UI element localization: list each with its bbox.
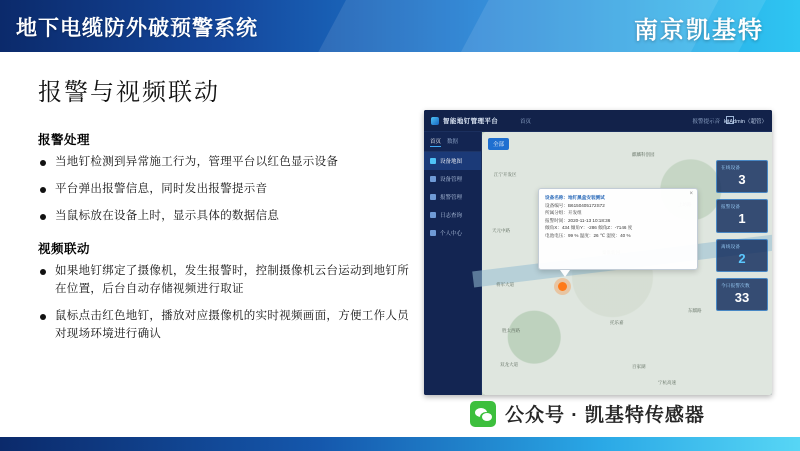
- app-title: 智能地钉管理平台: [443, 118, 499, 125]
- bottom-accent-bar: [0, 437, 800, 451]
- stat-card-title: 在线设备: [721, 165, 741, 170]
- app-topbar: [424, 110, 772, 132]
- stat-card-value: 2: [738, 250, 746, 266]
- sidebar-item-alarm-manage[interactable]: [424, 188, 481, 206]
- popup-row-device-id: 设备编号：B6150405172S72: [545, 202, 605, 208]
- header-title: 地下电缆防外破预警系统: [16, 17, 258, 40]
- tab-data[interactable]: 数据: [447, 139, 459, 145]
- content-column: [38, 130, 410, 353]
- alarm-device-marker[interactable]: [558, 282, 567, 291]
- tab-home[interactable]: 首页: [430, 139, 442, 145]
- stat-card-title: 离线设备: [721, 243, 741, 249]
- popup-row-battery: 电池电压：99 % 温度：26 ℃ 湿度：40 %: [545, 232, 631, 238]
- map-label: 东麒路: [688, 308, 702, 313]
- popup-pointer: [560, 270, 570, 277]
- sidebar-tabs: [424, 132, 481, 152]
- stat-card-value: 3: [738, 172, 746, 187]
- bullet-list-alarm: [38, 154, 410, 225]
- sidebar-item-device-map[interactable]: [424, 152, 481, 170]
- map-icon: [430, 158, 436, 164]
- section-heading-alarm: 报警处理: [38, 133, 91, 147]
- list-icon: [430, 212, 436, 218]
- list-item: 当鼠标放在设备上时，显示具体的数据信息: [38, 208, 410, 226]
- alarm-sound-toggle-label[interactable]: 报警提示音: [692, 119, 720, 125]
- stat-card-offline[interactable]: [716, 239, 768, 272]
- page-title: 报警与视频联动: [38, 79, 220, 106]
- map-label: 将军大道: [496, 282, 514, 287]
- popup-row-group: 所属分组：开发组: [545, 210, 582, 216]
- map-label: 胜太西路: [502, 328, 520, 333]
- stat-card-online[interactable]: [716, 160, 768, 193]
- close-icon[interactable]: ×: [689, 191, 693, 197]
- app-sidebar: [424, 132, 482, 395]
- list-item: 平台弹出报警信息，同时发出报警提示音: [38, 181, 410, 199]
- stat-card-list: [716, 160, 768, 311]
- map-label: 宁杭高速: [658, 380, 676, 385]
- map-label: 百家湖: [632, 364, 646, 369]
- map-label: 麒麟科创园: [632, 152, 655, 157]
- stat-card-title: 今日报警次数: [721, 282, 750, 288]
- stat-card-value: 33: [734, 289, 750, 305]
- sidebar-item-device-manage[interactable]: [424, 170, 481, 188]
- sidebar-item-label: 个人中心: [440, 231, 463, 237]
- popup-row-angles: 倾角X：434 倾角Y：-286 倾角Z：-7146 度: [545, 225, 633, 231]
- map-label: 双龙大道: [500, 362, 518, 367]
- stat-card-today-alarms[interactable]: [716, 278, 768, 311]
- sidebar-item-log-query[interactable]: [424, 206, 481, 224]
- section-heading-video: 视频联动: [38, 242, 91, 257]
- slide-header: [0, 0, 800, 52]
- map-label: 托乐嘉: [610, 320, 624, 325]
- app-menu-home[interactable]: 首页: [520, 119, 532, 125]
- bell-icon: [430, 194, 436, 200]
- list-item: 当地钉检测到异常施工行为，管理平台以红色显示设备: [38, 154, 410, 172]
- bullet-list-video: [38, 263, 410, 343]
- footer: [470, 400, 705, 427]
- map-label: 江宁开发区: [494, 172, 517, 177]
- device-map[interactable]: [482, 132, 772, 395]
- stat-card-value: 1: [738, 211, 746, 227]
- sidebar-item-label: 日志查询: [440, 213, 463, 219]
- user-icon: [430, 230, 436, 236]
- app-logo-icon: [431, 117, 439, 125]
- popup-row-alarm-time: 报警时间：2020-11-13 10:18:36: [545, 217, 611, 223]
- list-item: 鼠标点击红色地钉，播放对应摄像机的实时视频画面，方便工作人员对现场环境进行确认: [38, 308, 410, 344]
- list-item: 如果地钉绑定了摄像机，发生报警时，控制摄像机云台运动到地钉所在位置，后台自动存储视频进行取证: [38, 263, 410, 299]
- device-info-popup: [538, 188, 698, 270]
- sidebar-item-profile[interactable]: [424, 224, 481, 242]
- popup-row-device-name: 设备名称：地钉黑盒安装测试: [545, 195, 605, 200]
- sidebar-item-label: 报警管理: [440, 195, 463, 201]
- sidebar-item-label: 设备管理: [440, 177, 463, 183]
- sidebar-item-label: 设备地图: [440, 159, 463, 165]
- map-label: 天元中路: [492, 228, 510, 233]
- footer-text: 公众号 · 凯基特传感器: [505, 405, 705, 426]
- wechat-icon: [470, 401, 496, 427]
- header-brand: 南京凯基特: [634, 15, 764, 44]
- map-filter-chip[interactable]: 全部: [488, 138, 509, 150]
- stat-card-title: 报警设备: [721, 204, 741, 210]
- user-label[interactable]: kjtAdmin（超管）: [723, 119, 767, 125]
- product-screenshot: [424, 110, 772, 395]
- device-icon: [430, 176, 436, 182]
- stat-card-alarm[interactable]: [716, 199, 768, 232]
